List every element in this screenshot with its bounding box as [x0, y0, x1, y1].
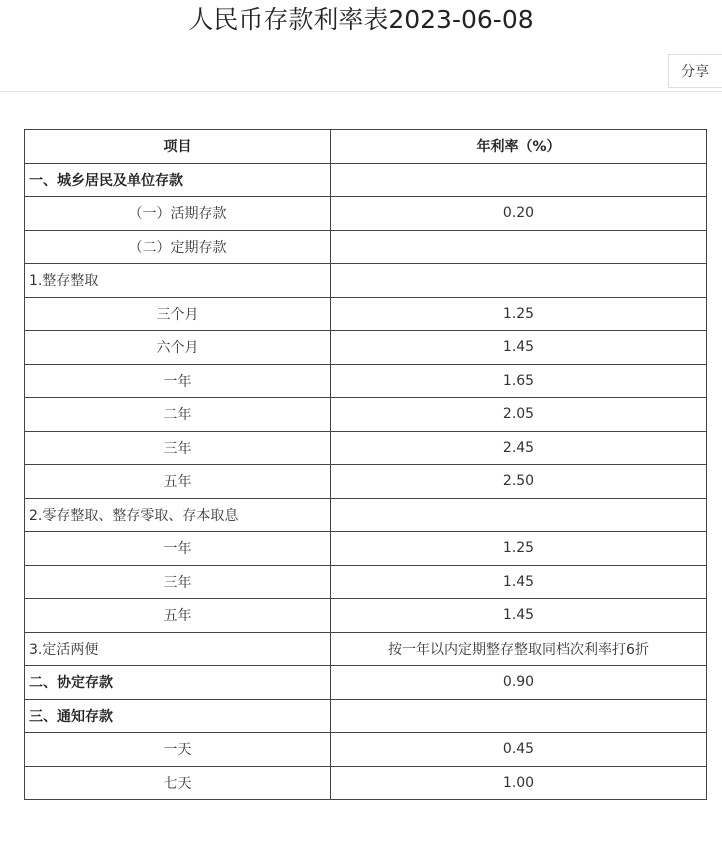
page-title: 人民币存款利率表2023-06-08	[188, 5, 534, 34]
row-item: （二）定期存款	[25, 230, 331, 264]
row-rate: 1.00	[331, 766, 707, 800]
table-row	[25, 398, 707, 432]
table-row	[25, 364, 707, 398]
row-item: 六个月	[25, 331, 331, 365]
row-item: 2.零存整取、整存零取、存本取息	[25, 498, 331, 532]
table-header-row	[25, 130, 707, 164]
table-row	[25, 565, 707, 599]
row-item: 一年	[25, 532, 331, 566]
table-row	[25, 163, 707, 197]
row-item: 一年	[25, 364, 331, 398]
row-item: 五年	[25, 599, 331, 633]
row-rate: 1.65	[331, 364, 707, 398]
table-row	[25, 230, 707, 264]
row-rate: 2.50	[331, 465, 707, 499]
row-rate	[331, 230, 707, 264]
row-rate: 0.20	[331, 197, 707, 231]
table-row	[25, 699, 707, 733]
table-row	[25, 431, 707, 465]
row-item: 三个月	[25, 297, 331, 331]
row-rate	[331, 498, 707, 532]
table-row	[25, 599, 707, 633]
table-row	[25, 666, 707, 700]
row-item: 三年	[25, 431, 331, 465]
row-item: 1.整存整取	[25, 264, 331, 298]
row-rate: 0.90	[331, 666, 707, 700]
table-row	[25, 264, 707, 298]
header-divider	[0, 91, 722, 92]
row-rate: 按一年以内定期整存整取同档次利率打6折	[331, 632, 707, 666]
table-row	[25, 331, 707, 365]
row-rate: 1.45	[331, 331, 707, 365]
row-item: 七天	[25, 766, 331, 800]
row-rate: 2.45	[331, 431, 707, 465]
table-row	[25, 297, 707, 331]
header-rate: 年利率（%）	[331, 130, 707, 164]
rate-table	[24, 129, 707, 800]
share-button[interactable]: 分享	[668, 54, 722, 88]
row-rate: 1.25	[331, 297, 707, 331]
row-item: 一天	[25, 733, 331, 767]
table-row	[25, 532, 707, 566]
row-item: （一）活期存款	[25, 197, 331, 231]
table-row	[25, 498, 707, 532]
row-item: 一、城乡居民及单位存款	[25, 163, 331, 197]
row-rate: 1.25	[331, 532, 707, 566]
table-row	[25, 733, 707, 767]
row-rate	[331, 163, 707, 197]
row-item: 二、协定存款	[25, 666, 331, 700]
row-rate	[331, 699, 707, 733]
table-row	[25, 766, 707, 800]
table-row	[25, 197, 707, 231]
row-rate: 2.05	[331, 398, 707, 432]
row-rate	[331, 264, 707, 298]
row-rate: 1.45	[331, 565, 707, 599]
row-rate: 1.45	[331, 599, 707, 633]
row-item: 二年	[25, 398, 331, 432]
header-item: 项目	[25, 130, 331, 164]
row-item: 三、通知存款	[25, 699, 331, 733]
table-row	[25, 465, 707, 499]
table-row	[25, 632, 707, 666]
row-item: 三年	[25, 565, 331, 599]
row-item: 五年	[25, 465, 331, 499]
row-rate: 0.45	[331, 733, 707, 767]
table-body	[25, 163, 707, 800]
row-item: 3.定活两便	[25, 632, 331, 666]
